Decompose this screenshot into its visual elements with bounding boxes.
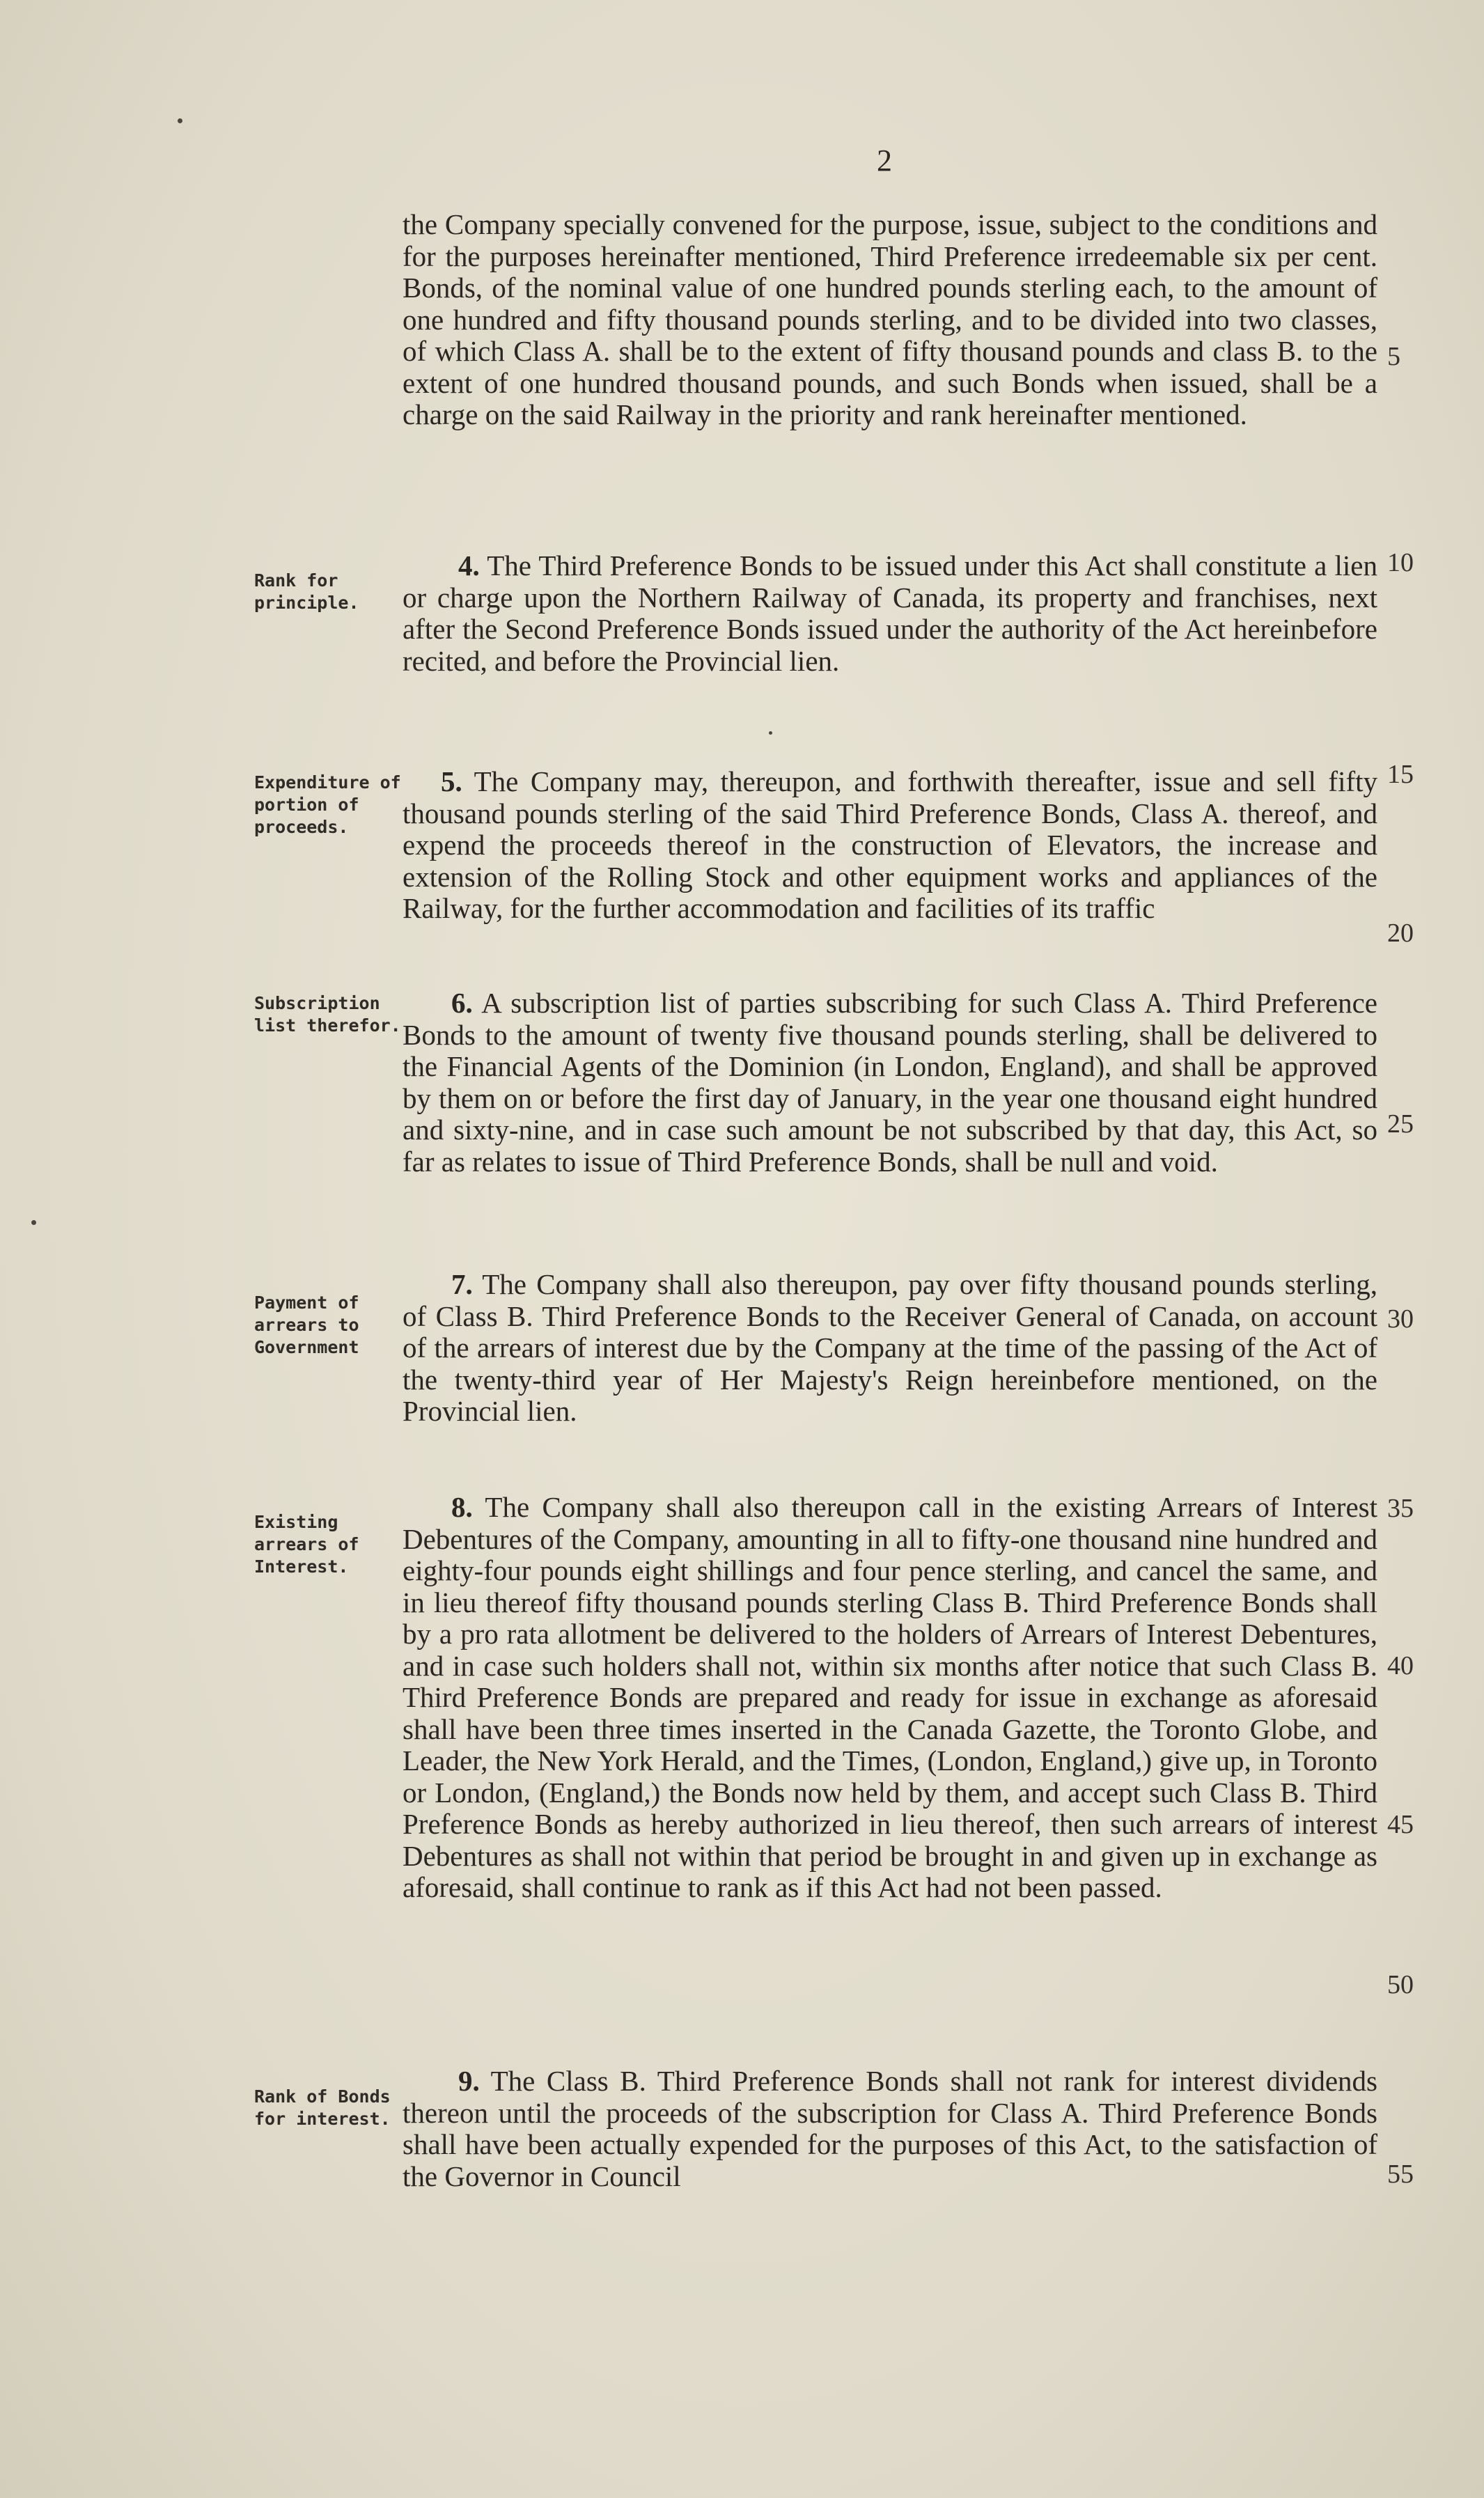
paragraph-text: The Class B. Third Preference Bonds shall not rank for interest dividends thereon until the proceeds of the subscription for Class A. Third Preference Bonds shall have been actually expended for the purposes of this Act, to the satisfaction of the Governor in Council — [403, 2065, 1377, 2192]
paper-speck — [31, 1220, 36, 1225]
line-number: 5 — [1387, 342, 1400, 371]
paper-speck — [178, 118, 182, 123]
paragraph-text: The Company may, thereupon, and forthwith thereafter, issue and sell fifty thousand pounds sterling of the said Third Preference Bonds, Class A. thereof, and expend the proceeds thereof in the construction of Elevators, the increase and extension of the Rolling Stock and other equipment works and appliances of the Railway, for the further accommodation and facilities of its traffic — [403, 765, 1377, 924]
section-number: 5. — [441, 765, 462, 797]
paragraph-text: The Company shall also thereupon, pay over fifty thousand pounds sterling, of Class B. Third Preference Bonds to the Receiver General of Canada, on account of the arrears of interest due by the Company at the time of the passing of the Act of the twenty-third year of Her Majesty's Reign hereinbefore mentioned, on the Provincial lien. — [403, 1268, 1377, 1427]
paragraph-section-8 — [403, 1492, 1377, 1904]
paper-speck — [769, 731, 772, 735]
paragraph-text: A subscription list of parties subscribing for such Class A. Third Preference Bonds to the amount of twenty five thousand pounds sterling, shall be delivered to the Financial Agents of the Dominion (in London, England), and shall be approved by them on or before the first day of January, in the year one thousand eight hundred and sixty-nine, and in case such amount be not subscribed by that day, this Act, so far as relates to issue of Third Preference Bonds, shall be null and void. — [403, 987, 1377, 1178]
sidenote-section-4: Rank for principle. — [254, 570, 359, 613]
sidenote-section-8: Existing arrears of Interest. — [254, 1512, 359, 1577]
line-number: 50 — [1387, 1970, 1414, 1999]
paragraph-section-6 — [403, 988, 1377, 1178]
sidenote-section-5: Expenditure of portion of proceeds. — [254, 772, 401, 837]
line-number: 45 — [1387, 1810, 1414, 1839]
section-number: 8. — [451, 1491, 473, 1523]
line-number: 20 — [1387, 919, 1414, 948]
paragraph-section-9 — [403, 2066, 1377, 2192]
line-number: 55 — [1387, 2160, 1414, 2189]
section-number: 7. — [451, 1268, 473, 1300]
line-number: 40 — [1387, 1651, 1414, 1680]
line-number: 10 — [1387, 548, 1414, 577]
sidenote-section-9: Rank of Bonds for interest. — [254, 2086, 391, 2129]
paragraph-intro — [403, 209, 1377, 431]
line-number: 15 — [1387, 760, 1414, 789]
paragraph-section-7 — [403, 1269, 1377, 1428]
sidenote-section-7: Payment of arrears to Government — [254, 1293, 359, 1357]
line-number: 25 — [1387, 1109, 1414, 1139]
page-number: 2 — [877, 143, 892, 178]
line-number: 30 — [1387, 1304, 1414, 1334]
paragraph-text: the Company specially convened for the purpose, issue, subject to the conditions and for the purposes hereinafter mentioned, Third Preference irredeemable six per cent. Bonds, of the nominal value of one hundred pounds sterling each, to the amount of one hundred and fifty thousand pounds sterling, and to be divided into two classes, of which Class A. shall be to the extent of fifty thousand pounds and class B. to the extent of one hundred thousand pounds, and such Bonds when issued, shall be a charge on the said Railway in the priority and rank hereinafter mentioned. — [403, 208, 1377, 430]
paragraph-section-5 — [403, 766, 1377, 925]
sidenote-section-6: Subscription list therefor. — [254, 993, 401, 1036]
section-number: 6. — [451, 987, 473, 1019]
paragraph-text: The Company shall also thereupon call in the existing Arrears of Interest Debentures of the Company, amounting in all to fifty-one thousand nine hundred and eighty-four pounds eight shillings and four pence sterling, and cancel the same, and in lieu thereof fifty thousand pounds sterling Class B. Third Preference Bonds shall by a pro rata allotment be delivered to the holders of Arrears of Interest Debentures, and in case such holders shall not, within six months after notice that such Class B. Third Preference Bonds are prepared and ready for issue in exchange as aforesaid shall have been three times inserted in the Canada Gazette, the Toronto Globe, and Leader, the New York Herald, and the Times, (London, England,) give up, in Toronto or London, (England,) the Bonds now held by them, and accept such Class B. Third Preference Bonds as hereby authorized in lieu thereof, then such arrears of interest Debentures as shall not within that period be brought in and given up in exchange as aforesaid, shall continue to rank as if this Act had not been passed. — [403, 1491, 1377, 1903]
paragraph-text: The Third Preference Bonds to be issued under this Act shall constitute a lien or charge upon the Northern Railway of Canada, its property and franchises, next after the Second Preference Bonds issued under the authority of the Act hereinbefore recited, and before the Provincial lien. — [403, 549, 1377, 677]
section-number: 9. — [458, 2065, 480, 2097]
paragraph-section-4 — [403, 550, 1377, 677]
line-number: 35 — [1387, 1494, 1414, 1523]
section-number: 4. — [458, 549, 480, 581]
